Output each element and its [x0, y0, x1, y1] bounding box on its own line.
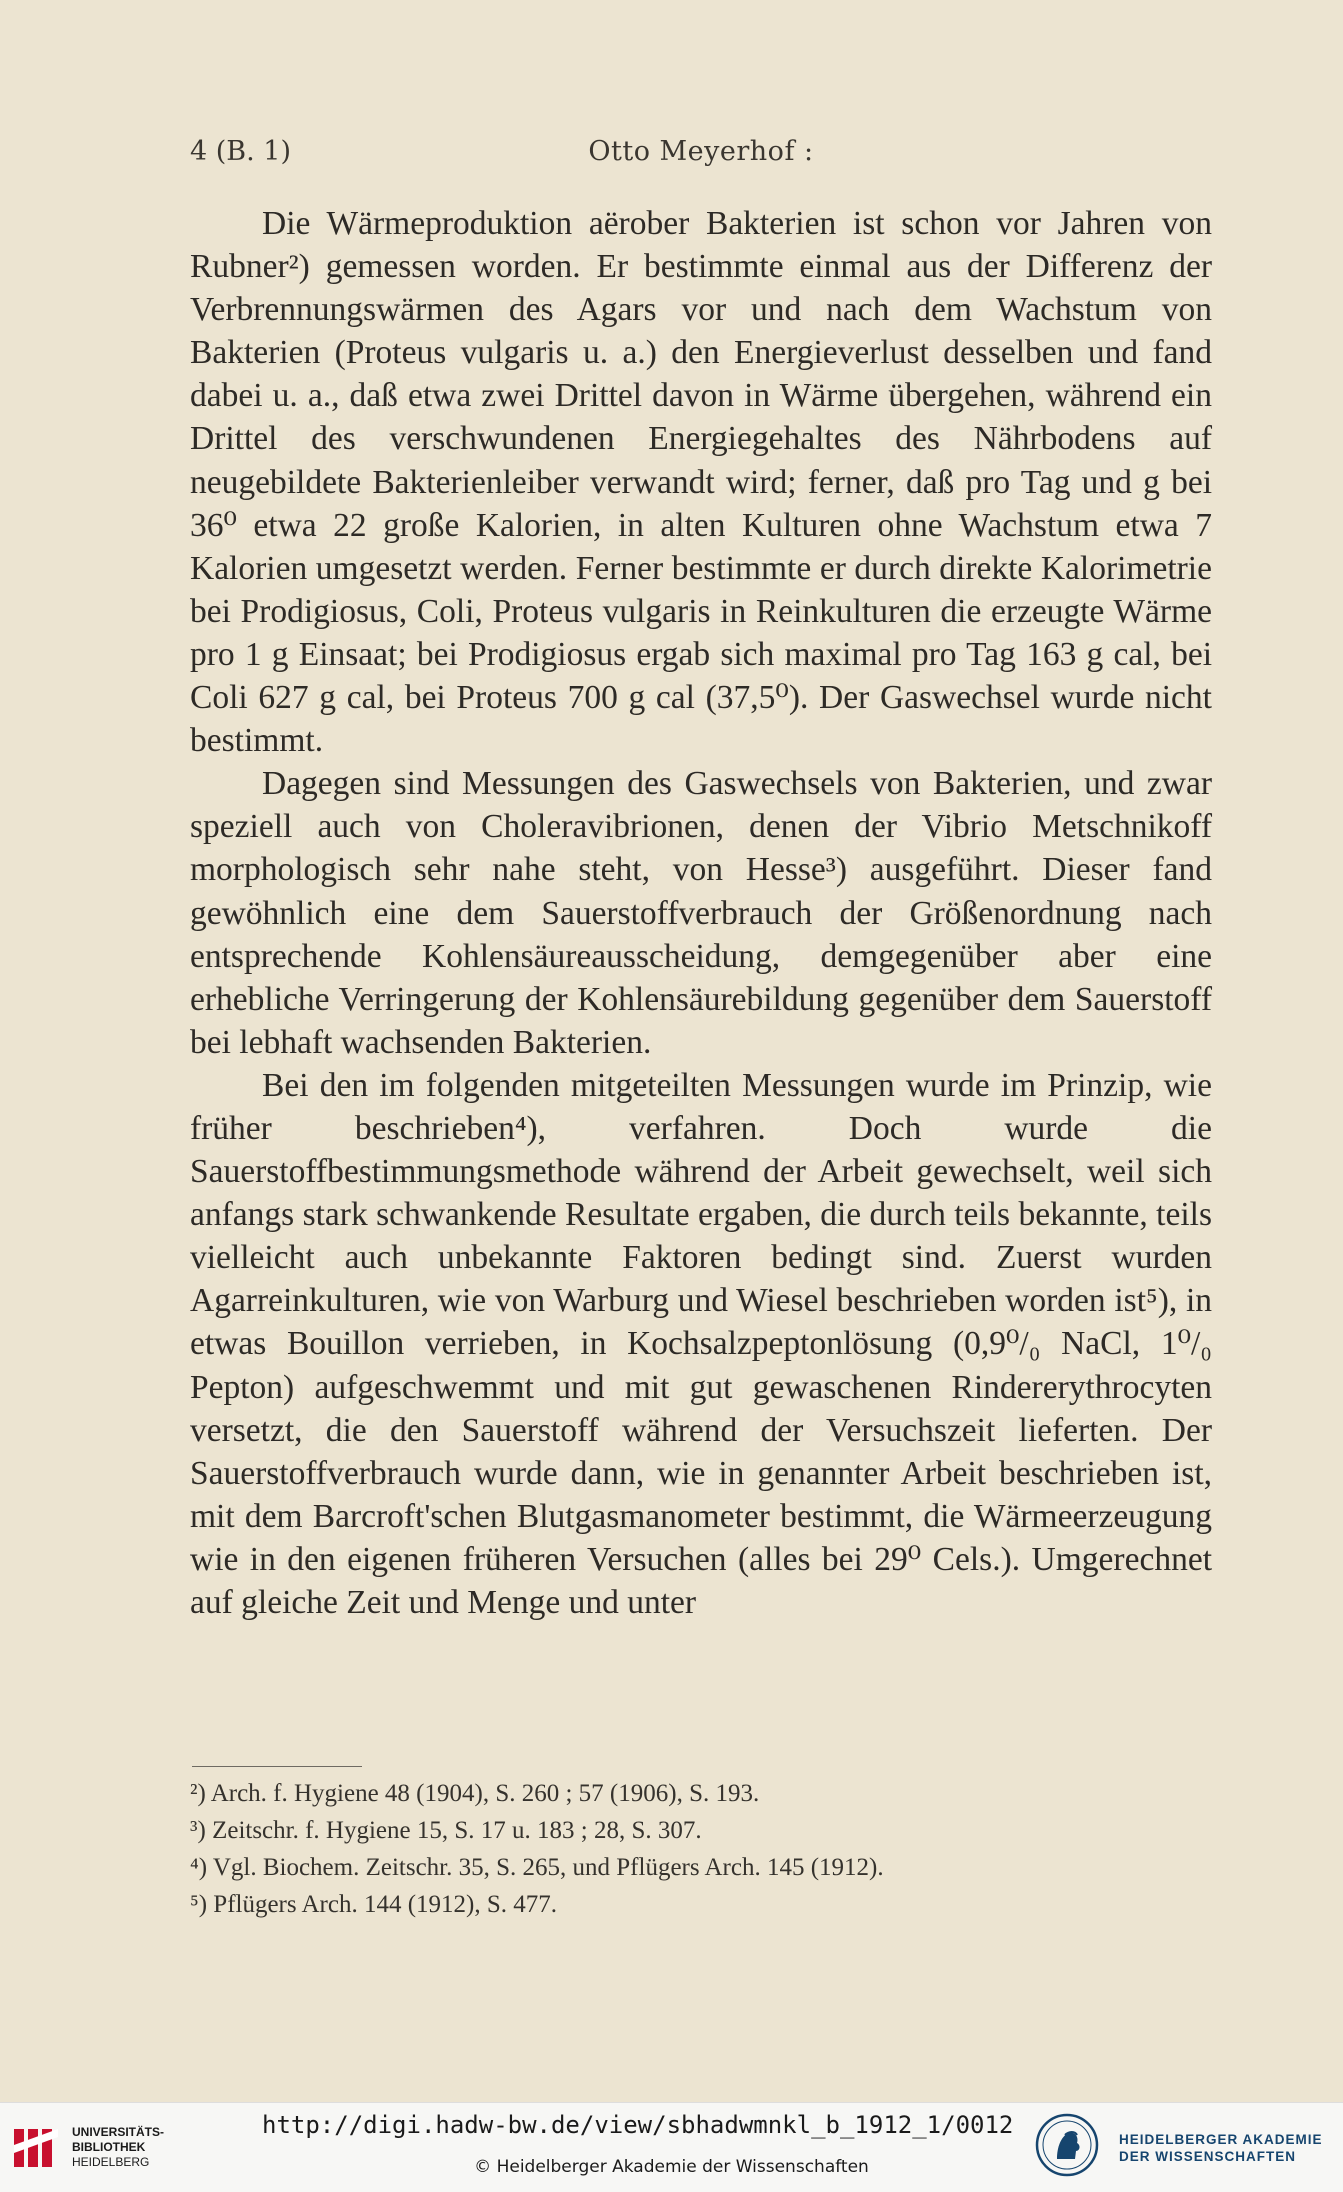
logo-line-3: HEIDELBERG — [72, 2155, 150, 2169]
paragraph-1: Die Wärmeproduktion aërober Bakterien ist schon vor Jahren von Rubner²) gemessen worden. Er bestimmte einmal aus der Differenz der Verbrennungswärmen des Agars vor und nach dem Wachstum von Bakterien (Proteus vulgaris u. a.) den Energieverlust desselben und fand dabei u. a., daß etwa zwei Drittel davon in Wärme übergehen, während ein Drittel des verschwundenen Energiegehaltes des Nährbodens auf neugebildete Bakterienleiber verwandt wird; ferner, daß pro Tag und g bei 36⁰ etwa 22 große Kalorien, in alten Kulturen ohne Wachstum etwa 7 Kalorien umgesetzt werden. Ferner bestimmte er durch direkte Kalorimetrie bei Prodigiosus, Coli, Proteus vulgaris in Reinkulturen die erzeugte Wärme pro 1 g Einsaat; bei Prodigiosus ergab sich maximal pro Tag 163 g cal, bei Coli 627 g cal, bei Proteus 700 g cal (37,5⁰). Der Gaswechsel wurde nicht bestimmt. — [190, 205, 1212, 760]
academy-line-1: HEIDELBERGER AKADEMIE — [1119, 2132, 1323, 2147]
footnotes — [190, 1775, 1212, 1923]
logo-line-2: BIBLIOTHEK — [72, 2140, 146, 2154]
academy-logo[interactable] — [1035, 2113, 1335, 2183]
footnote-5: ⁵) Pflügers Arch. 144 (1912), S. 477. — [190, 1891, 558, 1918]
page-header — [190, 136, 1212, 176]
footnote-4: ⁴) Vgl. Biochem. Zeitschr. 35, S. 265, und Pflügers Arch. 145 (1912). — [190, 1854, 884, 1881]
footnote-3: ³) Zeitschr. f. Hygiene 15, S. 17 u. 183 ; 28, S. 307. — [190, 1817, 702, 1844]
page-url-link[interactable]: http://digi.hadw-bw.de/view/sbhadwmnkl_b_1912_1/0012 — [262, 2111, 1014, 2139]
paragraph-2: Dagegen sind Messungen des Gaswechsels von Bakterien, und zwar speziell auch von Choleravibrionen, denen der Vibrio Metschnikoff morphologisch sehr nahe steht, von Hesse³) ausgeführt. Dieser fand gewöhnlich eine dem Sauerstoffverbrauch der Größenordnung nach entsprechende Kohlensäureausscheidung, demgegenüber aber eine erhebliche Verringerung der Kohlensäurebildung gegenüber dem Sauerstoff bei lebhaft wachsenden Bakterien. — [190, 765, 1212, 1061]
body-text — [190, 202, 1212, 1624]
page-number: 4 (B. 1) — [190, 136, 292, 167]
viewer-footer — [0, 2102, 1343, 2192]
footnote-2: ²) Arch. f. Hygiene 48 (1904), S. 260 ; 57 (1906), S. 193. — [190, 1780, 760, 1807]
running-title: Otto Meyerhof : — [588, 136, 814, 167]
copyright-notice: © Heidelberger Akademie der Wissenschaften — [474, 2157, 869, 2177]
academy-seal-icon — [1035, 2113, 1099, 2177]
footnote-separator — [192, 1766, 362, 1767]
logo-line-1: UNIVERSITÄTS- — [72, 2125, 165, 2139]
academy-line-2: DER WISSENSCHAFTEN — [1119, 2149, 1297, 2164]
paragraph-3: Bei den im folgenden mitgeteilten Messungen wurde im Prinzip, wie früher beschrieben⁴), verfahren. Doch wurde die Sauerstoffbestimmungsmethode während der Arbeit gewechselt, weil sich anfangs stark schwankende Resultate ergaben, die durch teils bekannte, teils vielleicht auch unbekannte Faktoren bedingt sind. Zuerst wurden Agarreinkulturen, wie von Warburg und Wiesel beschrieben worden ist⁵), in etwas Bouillon verrieben, in Kochsalzpeptonlösung (0,9⁰/₀ NaCl, 1⁰/₀ Pepton) aufgeschwemmt und mit gut gewaschenen Rindererythrocyten versetzt, die den Sauerstoff während der Versuchszeit lieferten. Der Sauerstoffverbrauch wurde dann, wie in genannter Arbeit beschrieben ist, mit dem Barcroft'schen Blutgasmanometer bestimmt, die Wärmeerzeugung wie in den eigenen früheren Versuchen (alles bei 29⁰ Cels.). Umgerechnet auf gleiche Zeit und Menge und unter — [190, 1066, 1212, 1621]
